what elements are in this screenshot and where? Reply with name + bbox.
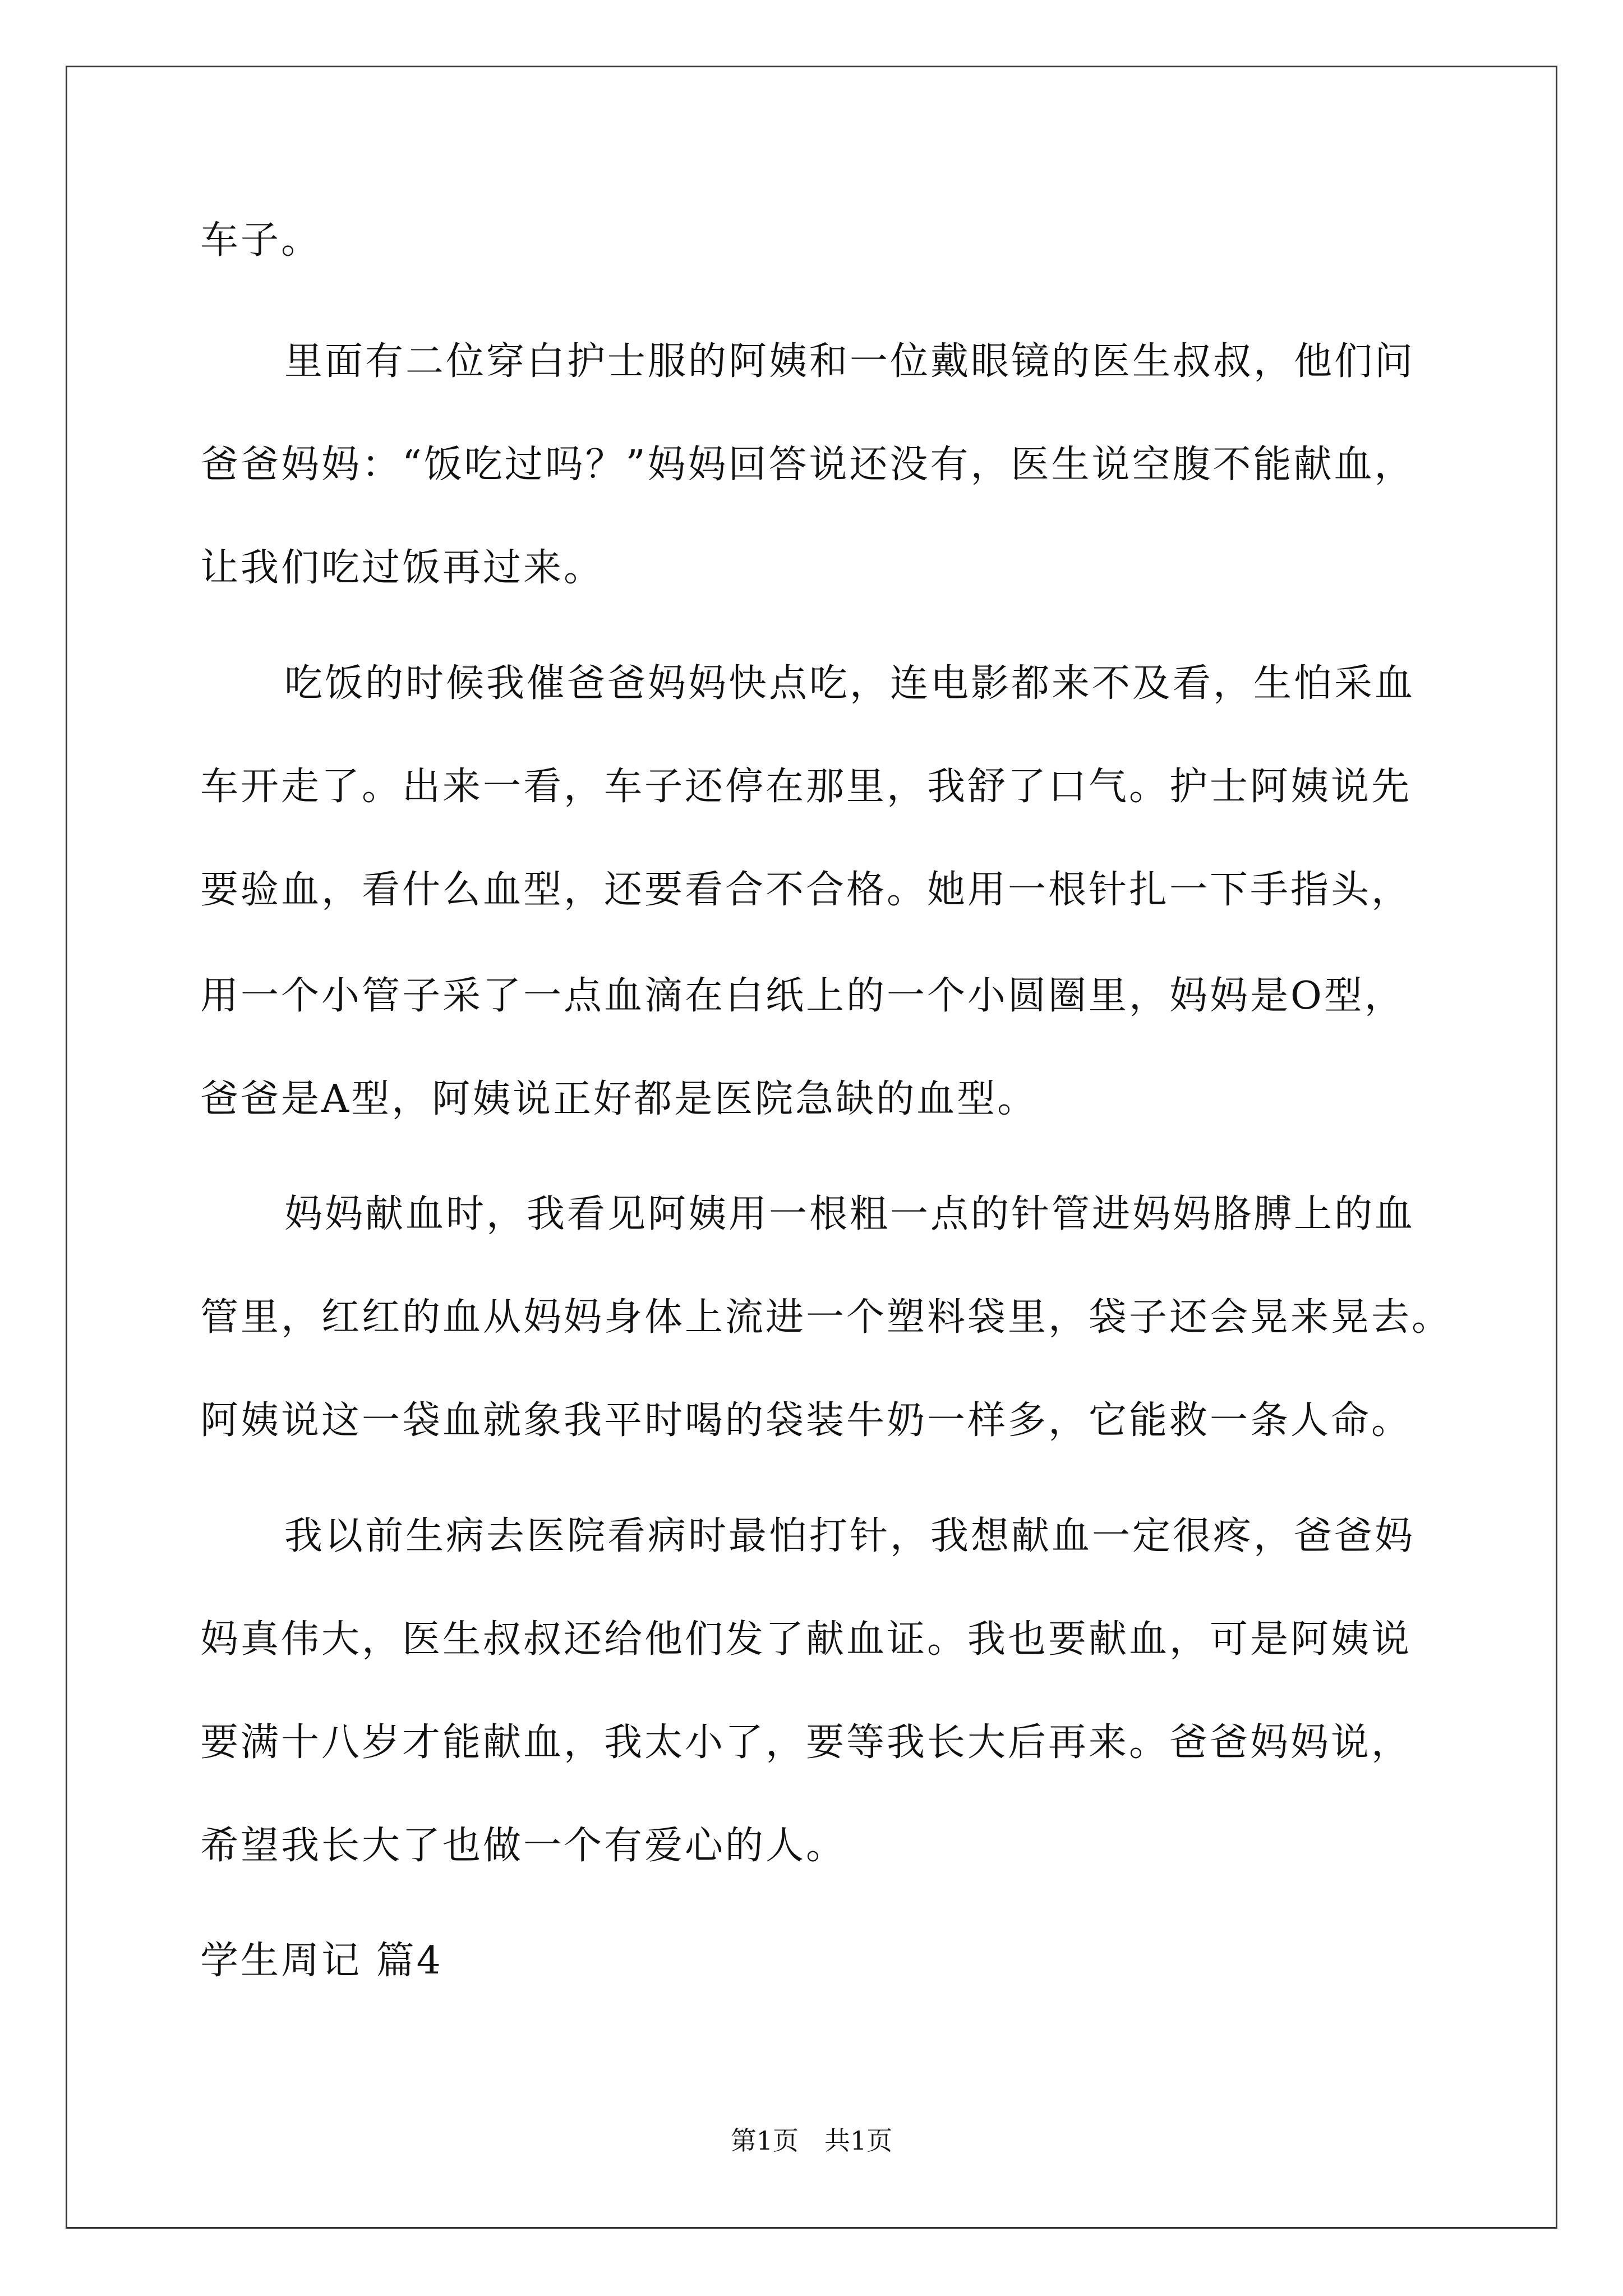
text-line: 妈真伟大，医生叔叔还给他们发了献血证。我也要献血，可是阿姨说 (200, 1617, 1412, 1662)
text-line: 爸爸妈妈：“饭吃过吗？”妈妈回答说还没有，医生说空腹不能献血， (200, 443, 1415, 487)
text-line: 让我们吃过饭再过来。 (200, 546, 605, 590)
section-heading: 学生周记 篇4 (200, 1939, 443, 1983)
paragraph-line: 吃饭的时候我催爸爸妈妈快点吃，连电影都来不及看，生怕采血 (284, 661, 1415, 706)
text-line: 要验血，看什么血型，还要看合不合格。她用一根针扎一下手指头， (200, 868, 1412, 912)
paragraph-line: 妈妈献血时，我看见阿姨用一根粗一点的针管进妈妈胳膊上的血 (284, 1192, 1415, 1236)
paragraph-line: 我以前生病去医院看病时最怕打针，我想献血一定很疼，爸爸妈 (284, 1514, 1415, 1558)
paragraph-line: 里面有二位穿白护士服的阿姨和一位戴眼镜的医生叔叔，他们问 (284, 339, 1415, 384)
text-line: 用一个小管子采了一点血滴在白纸上的一个小圆圈里，妈妈是O型， (200, 974, 1405, 1018)
text-line: 希望我长大了也做一个有爱心的人。 (200, 1824, 847, 1868)
text-line: 爸爸是A型，阿姨说正好都是医院急缺的血型。 (200, 1077, 1038, 1121)
text-line: 管里，红红的血从妈妈身体上流进一个塑料袋里，袋子还会晃来晃去。 (200, 1295, 1453, 1340)
text-line: 车开走了。出来一看，车子还停在那里，我舒了口气。护士阿姨说先 (200, 765, 1412, 809)
page-footer: 第1页 共1页 (730, 2125, 893, 2156)
text-line: 要满十八岁才能献血，我太小了，要等我长大后再来。爸爸妈妈说， (200, 1720, 1412, 1765)
text-line: 阿姨说这一袋血就象我平时喝的袋装牛奶一样多，它能救一条人命。 (200, 1398, 1412, 1443)
text-line: 车子。 (200, 218, 322, 263)
